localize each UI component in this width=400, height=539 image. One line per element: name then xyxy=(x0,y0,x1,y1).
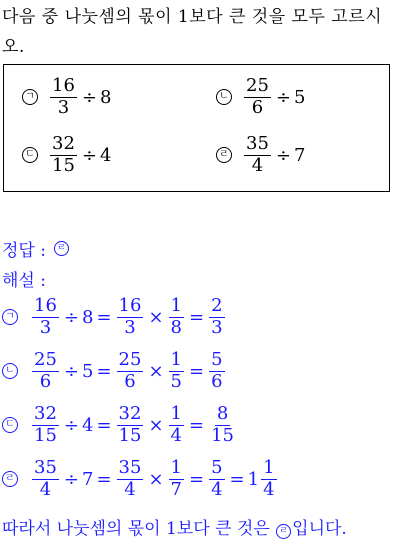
answer-line xyxy=(2,236,70,261)
divisor: 5 xyxy=(294,86,306,108)
denominator: 7 xyxy=(170,478,182,500)
conclusion-marker: ㄹ xyxy=(276,524,291,539)
question-line-2: 오. xyxy=(2,37,25,57)
denominator: 4 xyxy=(251,154,264,176)
numerator: 35 xyxy=(246,133,269,154)
fraction xyxy=(169,459,184,500)
fraction xyxy=(117,297,144,338)
step-marker: ㄹ xyxy=(2,471,18,487)
question-line-1: 다음 중 나눗셈의 몫이 1보다 큰 것을 모두 고르시 xyxy=(2,7,383,27)
denominator: 3 xyxy=(211,316,223,338)
numerator: 16 xyxy=(34,295,57,316)
fraction xyxy=(261,459,276,500)
numerator: 5 xyxy=(211,457,223,478)
division-sign: ÷ xyxy=(81,144,97,166)
division-sign: ÷ xyxy=(63,360,79,382)
choice-d xyxy=(216,135,305,176)
choices-box xyxy=(3,64,390,192)
divisor: 7 xyxy=(294,144,306,166)
divisor: 8 xyxy=(100,86,112,108)
conclusion-text-before: 따라서 나눗셈의 몫이 1보다 큰 것은 xyxy=(2,519,276,539)
numerator: 25 xyxy=(246,75,269,96)
denominator: 6 xyxy=(124,370,136,392)
choice-a xyxy=(22,77,111,118)
fraction xyxy=(32,297,59,338)
numerator: 1 xyxy=(170,403,182,424)
divisor: 4 xyxy=(100,144,112,166)
conclusion-text-after: 입니다. xyxy=(292,519,347,539)
denominator: 15 xyxy=(34,424,57,446)
answer-label: 정답 : xyxy=(2,241,46,261)
fraction xyxy=(169,351,184,392)
denominator: 6 xyxy=(251,96,264,118)
fraction xyxy=(117,351,144,392)
equals-sign: = xyxy=(189,468,205,490)
choice-marker: ㄴ xyxy=(216,89,232,105)
numerator: 1 xyxy=(170,457,182,478)
division-sign: ÷ xyxy=(63,306,79,328)
fraction xyxy=(169,405,184,446)
denominator: 3 xyxy=(124,316,136,338)
denominator: 4 xyxy=(211,478,223,500)
equals-sign: = xyxy=(96,306,112,328)
numerator: 35 xyxy=(118,457,142,478)
numerator: 25 xyxy=(118,349,142,370)
divisor: 8 xyxy=(82,306,94,328)
numerator: 1 xyxy=(170,295,182,316)
solution-step-d xyxy=(2,459,279,500)
numerator: 32 xyxy=(118,403,142,424)
division-sign: ÷ xyxy=(81,86,97,108)
fraction xyxy=(209,297,224,338)
denominator: 15 xyxy=(118,424,142,446)
denominator: 5 xyxy=(170,370,182,392)
denominator: 15 xyxy=(52,154,75,176)
equals-sign: = xyxy=(189,360,205,382)
step-marker: ㄱ xyxy=(2,309,18,325)
multiplication-sign: × xyxy=(148,468,164,490)
conclusion xyxy=(2,514,347,539)
equals-sign: = xyxy=(96,468,112,490)
numerator: 32 xyxy=(34,403,57,424)
fraction xyxy=(209,459,224,500)
divisor: 7 xyxy=(82,468,94,490)
fraction xyxy=(117,459,144,500)
explanation-label: 해설 : xyxy=(2,271,46,291)
mixed-whole: 1 xyxy=(247,468,260,490)
fraction xyxy=(50,77,77,118)
numerator: 25 xyxy=(34,349,57,370)
denominator: 4 xyxy=(124,478,136,500)
fraction xyxy=(117,405,144,446)
equals-sign: = xyxy=(96,414,112,436)
denominator: 6 xyxy=(39,370,52,392)
numerator: 1 xyxy=(263,457,275,478)
fraction xyxy=(244,135,271,176)
division-sign: ÷ xyxy=(63,468,79,490)
division-sign: ÷ xyxy=(63,414,79,436)
multiplication-sign: × xyxy=(148,306,164,328)
choice-c xyxy=(22,135,111,176)
choice-b xyxy=(216,77,305,118)
denominator: 4 xyxy=(170,424,182,446)
equals-sign: = xyxy=(229,468,245,490)
division-sign: ÷ xyxy=(275,144,291,166)
fraction xyxy=(244,77,271,118)
solution-step-b xyxy=(2,351,227,392)
numerator: 1 xyxy=(170,349,182,370)
answer-marker: ㄹ xyxy=(54,241,69,256)
denominator: 6 xyxy=(211,370,223,392)
fraction xyxy=(209,405,236,446)
equals-sign: = xyxy=(189,306,205,328)
fraction xyxy=(32,405,59,446)
step-marker: ㄴ xyxy=(2,363,18,379)
multiplication-sign: × xyxy=(148,360,164,382)
denominator: 3 xyxy=(57,96,70,118)
denominator: 4 xyxy=(39,478,52,500)
multiplication-sign: × xyxy=(148,414,164,436)
fraction xyxy=(209,351,224,392)
numerator: 16 xyxy=(52,75,75,96)
fraction xyxy=(32,351,59,392)
denominator: 4 xyxy=(263,478,275,500)
solution-step-c xyxy=(2,405,238,446)
denominator: 8 xyxy=(170,316,182,338)
divisor: 5 xyxy=(82,360,94,382)
equals-sign: = xyxy=(189,414,205,436)
equals-sign: = xyxy=(96,360,112,382)
choice-marker: ㄹ xyxy=(216,147,232,163)
numerator: 16 xyxy=(118,295,142,316)
numerator: 8 xyxy=(216,403,229,424)
numerator: 2 xyxy=(211,295,223,316)
numerator: 32 xyxy=(52,133,75,154)
step-marker: ㄷ xyxy=(2,417,18,433)
solution-step-a xyxy=(2,297,227,338)
numerator: 35 xyxy=(34,457,57,478)
choice-marker: ㄷ xyxy=(22,147,38,163)
fraction xyxy=(169,297,184,338)
division-sign: ÷ xyxy=(275,86,291,108)
choice-marker: ㄱ xyxy=(22,89,38,105)
numerator: 5 xyxy=(211,349,223,370)
denominator: 15 xyxy=(211,424,234,446)
divisor: 4 xyxy=(82,414,94,436)
denominator: 3 xyxy=(39,316,52,338)
fraction xyxy=(50,135,77,176)
fraction xyxy=(32,459,59,500)
